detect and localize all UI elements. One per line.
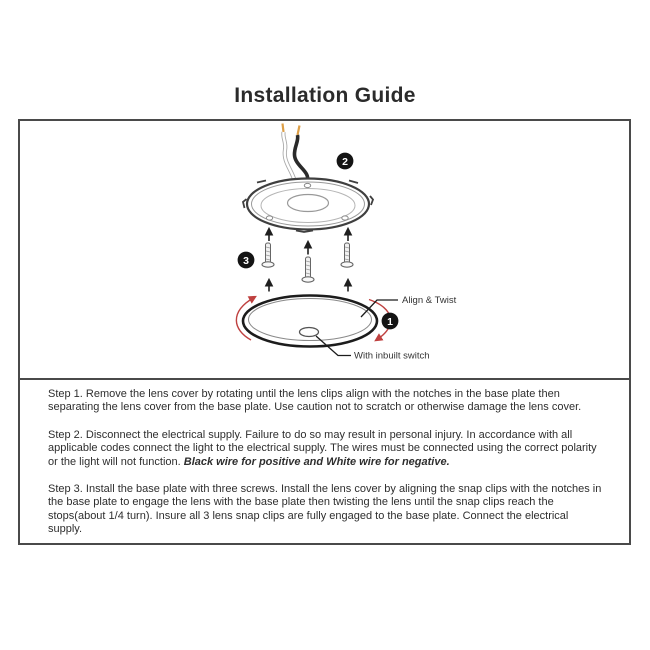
page-title: Installation Guide [234,84,416,107]
black-wire-tip [298,126,300,136]
screw-left [262,243,274,267]
lens-outline [243,296,377,347]
screw-right [341,243,353,267]
base-plate [243,179,373,233]
step-3-text: Step 3. Install the base plate with three screws. Install the lens cover by aligning the snap clips with the notches in the base plate to engage the lens with the base plate then twisting the lens until the snap clips reach the stops(about 1/4 turn). Insure all 3 lens snap clips are fully engaged to the base plate. Connect the electrical supply. [48,483,602,536]
step-1-marker [382,313,399,330]
screw-head [341,262,353,267]
inbuilt-switch [300,328,319,337]
step-2-text: Step 2. Disconnect the electrical supply. Failure to do so may result in personal injury. In accordance with all applicable codes connect the light to the electrical supply. The wires must be connected using the correct polarity or the light will not function. [48,428,597,468]
instructions-section [20,378,629,551]
lens-cover [243,296,377,347]
step-2-emphasis: Black wire for positive and White wire for negative. [183,455,450,468]
inbuilt-switch-label: With inbuilt switch [354,350,430,362]
notch-top-left [257,181,266,183]
step-1-badge-number: 1 [387,315,393,328]
screw-hole-left [266,216,272,220]
notch-top-right [349,181,358,184]
screw-shaft [306,257,311,278]
installation-diagram [20,121,629,378]
step-3-marker [238,252,255,269]
white-wire-tip [283,124,284,133]
step-2-paragraph [48,429,603,469]
align-twist-label: Align & Twist [402,295,457,306]
step-1-text: Step 1. Remove the lens cover by rotating until the lens clips align with the notches in the base plate then separating the lens cover from the base plate. Use caution not to scratch or otherwise damage the lens cover. [48,388,582,414]
step-2-marker [337,153,354,170]
screw-head [262,262,274,267]
screw-head [302,277,314,282]
notch-bottom [296,231,313,233]
guide-box [18,119,631,545]
screw-middle [302,257,314,282]
screw-hole-right [342,216,348,220]
step-2-badge-number: 2 [342,155,348,168]
supply-wires [283,124,308,183]
screw-hole-top [304,183,310,187]
black-wire [294,135,307,181]
step-3-paragraph [48,483,603,537]
step-3-badge-number: 3 [243,254,249,267]
step-1-paragraph [48,388,603,415]
notch-right [370,196,373,205]
